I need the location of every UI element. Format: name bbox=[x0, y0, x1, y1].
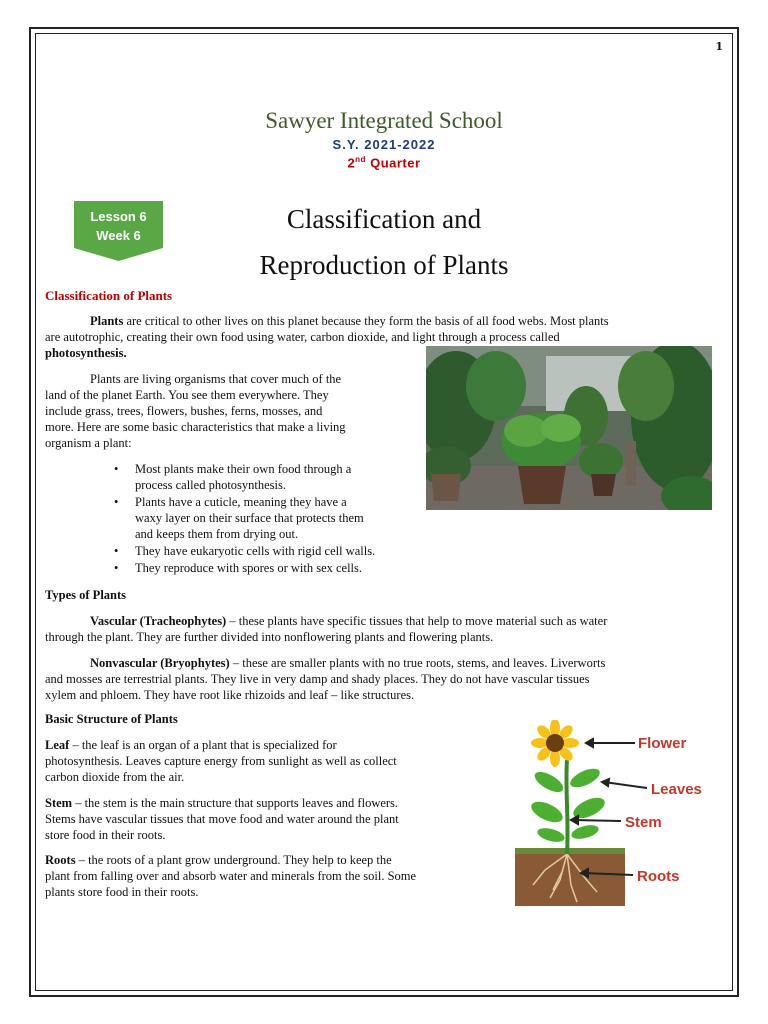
flower-shape bbox=[531, 720, 579, 767]
photosynthesis-term: photosynthesis. bbox=[45, 346, 127, 360]
intro-line-1 bbox=[45, 313, 725, 329]
stem-line-2: Stems have vascular tissues that move food and water around the plant bbox=[45, 812, 399, 826]
desc-line-1: Plants are living organisms that cover much of the bbox=[90, 372, 342, 386]
quarter-word: Quarter bbox=[370, 155, 421, 171]
nonvascular-text-1: – these are smaller plants with no true roots, stems, and leaves. Liverworts bbox=[232, 656, 606, 670]
title-line-2: Reproduction of Plants bbox=[259, 250, 509, 280]
bullet-2-line-3: and keeps them from drying out. bbox=[135, 527, 299, 541]
desc-line-4: more. Here are some basic characteristics that make a living bbox=[45, 420, 346, 434]
quarter-suffix: nd bbox=[355, 155, 366, 164]
bullet-4-line-1: They reproduce with spores or with sex cells. bbox=[135, 561, 363, 575]
school-name: Sawyer Integrated School bbox=[265, 108, 503, 133]
page-number: 1 bbox=[715, 40, 723, 53]
school-year: S.Y. 2021-2022 bbox=[332, 137, 436, 152]
lesson-badge bbox=[74, 201, 163, 261]
lesson-title bbox=[200, 196, 568, 288]
bullet-2-line-1: Plants have a cuticle, meaning they have a bbox=[135, 495, 347, 509]
diagram-label-roots: Roots bbox=[637, 868, 680, 885]
intro-line-2: are autotrophic, creating their own food using water, carbon dioxide, and light through a process called bbox=[45, 330, 560, 344]
badge-lesson: Lesson 6 bbox=[90, 209, 147, 224]
nonvascular-line-3: xylem and phloem. They have root like rhizoids and leaf – like structures. bbox=[45, 688, 415, 702]
intro-text-1: are critical to other lives on this planet because they form the basis of all food webs. Most plants bbox=[126, 314, 609, 328]
bullet-1-line-2: process called photosynthesis. bbox=[135, 478, 287, 492]
leaf-term: Leaf bbox=[45, 738, 70, 752]
diagram-label-stem: Stem bbox=[625, 814, 662, 831]
desc-line-3: include grass, trees, flowers, bushes, ferns, mosses, and bbox=[45, 404, 323, 418]
bullet-icon: • bbox=[114, 544, 119, 558]
stem-term: Stem bbox=[45, 796, 73, 810]
stem-shape bbox=[566, 760, 567, 854]
types-heading: Types of Plants bbox=[45, 588, 127, 602]
nonvascular-line-2: and mosses are terrestrial plants. They live in very damp and shady places. They do not have vascular tissues bbox=[45, 672, 590, 686]
badge-text bbox=[74, 207, 163, 245]
desc-line-2: land of the planet Earth. You see them everywhere. They bbox=[45, 388, 329, 402]
desc-line-5: organism a plant: bbox=[45, 436, 132, 450]
stem-line-3: store food in their roots. bbox=[45, 828, 166, 842]
list-item bbox=[108, 543, 428, 559]
bullet-2-line-2: waxy layer on their surface that protects them bbox=[135, 511, 364, 525]
classification-heading: Classification of Plants bbox=[45, 288, 173, 303]
list-item bbox=[108, 560, 428, 576]
quarter-number: 2 bbox=[347, 155, 356, 171]
leaf-paragraph bbox=[45, 737, 495, 785]
bullet-icon: • bbox=[114, 561, 119, 575]
vascular-line-1 bbox=[45, 613, 725, 629]
roots-line-3: plants store food in their roots. bbox=[45, 885, 199, 899]
leaf-line-2: photosynthesis. Leaves capture energy from sunlight as well as collect bbox=[45, 754, 397, 768]
roots-line-1 bbox=[45, 852, 495, 868]
quarter-label bbox=[0, 155, 768, 170]
structure-heading: Basic Structure of Plants bbox=[45, 712, 178, 726]
badge-week: Week 6 bbox=[96, 228, 141, 243]
roots-paragraph bbox=[45, 852, 495, 900]
plants-term: Plants bbox=[90, 314, 124, 328]
nonvascular-paragraph bbox=[45, 655, 735, 703]
bullet-1-line-1: Most plants make their own food through a bbox=[135, 462, 352, 476]
stem-line-1 bbox=[45, 795, 495, 811]
plants-description-paragraph bbox=[45, 371, 425, 451]
roots-term: Roots bbox=[45, 853, 76, 867]
leaf-line-1 bbox=[45, 737, 495, 753]
plant-characteristics-list bbox=[108, 461, 428, 577]
bullet-icon: • bbox=[114, 495, 119, 509]
nonvascular-line-1 bbox=[45, 655, 735, 671]
plant-structure-diagram bbox=[505, 720, 712, 906]
list-item bbox=[108, 461, 428, 493]
stem-paragraph bbox=[45, 795, 495, 843]
leaf-line-3: carbon dioxide from the air. bbox=[45, 770, 185, 784]
vascular-text-1: – these plants have specific tissues that help to move material such as water bbox=[229, 614, 608, 628]
diagram-label-leaves: Leaves bbox=[651, 781, 702, 798]
vascular-line-2: through the plant. They are further divided into nonflowering plants and flowering plants. bbox=[45, 630, 494, 644]
roots-text-1: – the roots of a plant grow underground. They help to keep the bbox=[78, 853, 392, 867]
roots-line-2: plant from falling over and absorb water and minerals from the soil. Some bbox=[45, 869, 417, 883]
diagram-label-flower: Flower bbox=[638, 735, 687, 752]
title-line-1: Classification and bbox=[286, 204, 482, 234]
leaf-text-1: – the leaf is an organ of a plant that is specialized for bbox=[72, 738, 337, 752]
potted-plants-photo bbox=[426, 346, 712, 510]
vascular-paragraph bbox=[45, 613, 725, 645]
stem-text-1: – the stem is the main structure that supports leaves and flowers. bbox=[75, 796, 399, 810]
vascular-term: Vascular (Tracheophytes) bbox=[90, 614, 227, 628]
bullet-3-line-1: They have eukaryotic cells with rigid cell walls. bbox=[135, 544, 376, 558]
bullet-icon: • bbox=[114, 462, 119, 476]
diagram-svg bbox=[505, 720, 712, 906]
list-item bbox=[108, 494, 428, 542]
nonvascular-term: Nonvascular (Bryophytes) bbox=[90, 656, 230, 670]
